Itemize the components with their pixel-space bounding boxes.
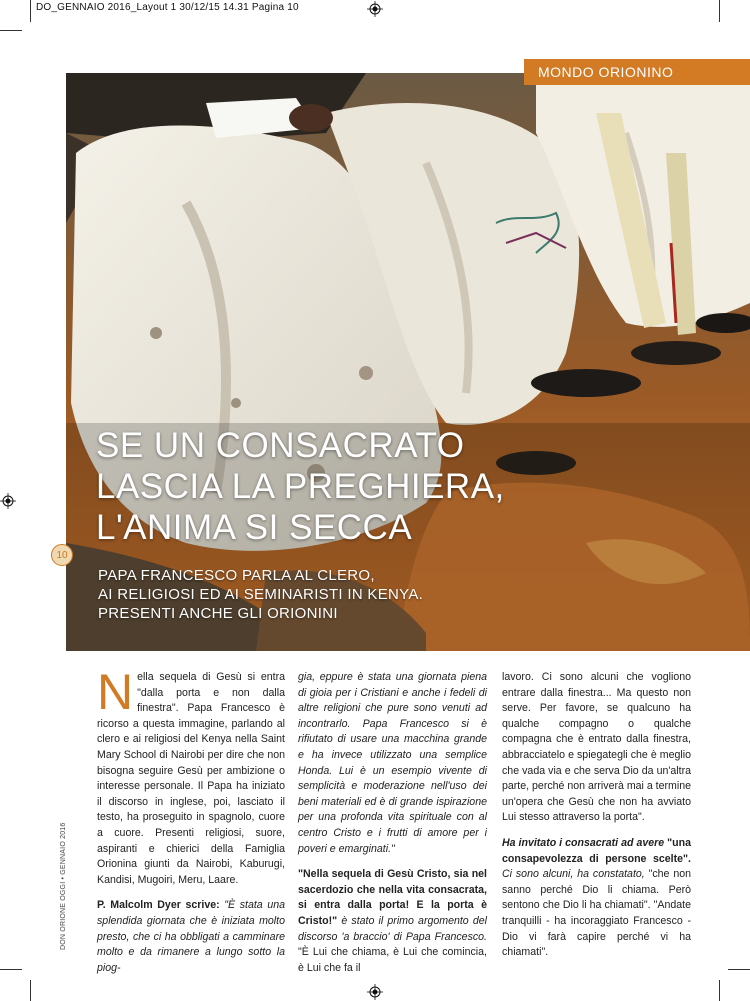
crop-mark — [0, 30, 22, 31]
paragraph — [502, 836, 691, 961]
paragraph-text: "È Lui che chiama, è Lui che comincia, è Lui che fa il — [298, 946, 487, 974]
printer-slug: DO_GENNAIO 2016_Layout 1 30/12/15 14.31 Pagina 10 — [36, 2, 299, 13]
registration-mark-icon — [0, 493, 16, 509]
registration-mark-icon — [367, 1, 383, 17]
article-column-2 — [298, 670, 487, 976]
hero-photo-illustration — [66, 73, 750, 651]
section-tag: MONDO ORIONINO — [524, 59, 750, 85]
crop-mark — [728, 969, 750, 970]
paragraph: gia, eppure è stata una giornata piena di gioia per i Cristiani e anche i fedeli di altre religioni che pure sono venuti ad incontrarlo. Papa Francesco si è rifiutato di usare una macchina grande e ha invece utilizzato una semplice Honda. Lui è un esempio vivente di semplicità e moderazione nell'uso dei beni materiali ed è di grande ispirazione per una profonda vita spirituale con al centro Cristo e i frutti di amore per i poveri e emarginati." — [298, 671, 487, 855]
paragraph-bold: "Nella sequela di Gesù Cristo, sia nel sacerdozio che nella vita consacrata, si entra dalla porta! E la porta è Cristo!" — [298, 868, 487, 927]
paragraph — [298, 867, 487, 976]
crop-mark — [30, 0, 31, 22]
paragraph-italic: è stato il primo argomento del discorso 'a braccio' di Papa Francesco. — [298, 914, 487, 943]
paragraph: lavoro. Ci sono alcuni che vogliono entrare dalla finestra... Ma questo non serve. Per favore, se qualcuno ha qualche compagno o qualche compagna che è entrato dalla finestra, abbracciatelo e spiegategli che è meglio che vada via e che serva Dio da un'altra parte, perché non arriverà mai a termine un'opera che Gesù che non ha avviato Lui stesso attraverso la porta". — [502, 671, 692, 824]
article-column-1 — [97, 664, 285, 976]
paragraph-text: "che non sanno perché Dio li chiama. Però sentono che Dio li ha chiamati". "Andate tranquilli - ha incoraggiato Francesco - Dio vi farà capire perché vi ha chiamati". — [502, 868, 692, 959]
subtitle-line: PRESENTI ANCHE GLI ORIONINI — [98, 605, 338, 622]
paragraph-bold: "una consapevolezza di persone scelte". — [502, 836, 691, 865]
headline-line: LASCIA LA PREGHIERA, — [96, 467, 505, 506]
paragraph — [97, 898, 285, 976]
paragraph-text: ella sequela di Gesù si entra "dalla porta e non dalla finestra". Papa Francesco è ricorso a questa immagine, parlando al clero e ai religiosi del Kenya nella Saint Mary School di Nairobi per dire che non bisogna seguire Gesù per ambizione o interesse personale. Il Papa ha iniziato il discorso in inglese, poi, lasciato il testo, ha proseguito in spagnolo, cuore a cuore. Presenti religiosi, suore, aspiranti e chierici della Famiglia Orionina giunti da Nairobi, Kaburugi, Kandisi, Mugoiri, Meru, Laare. — [97, 671, 285, 886]
paragraph-lead: P. Malcolm Dyer scrive: — [97, 899, 220, 912]
paragraph-lead: Ha invitato i consacrati ad avere — [502, 836, 665, 849]
hero-photo — [66, 73, 750, 651]
paragraph-quote: "È stata una splendida giornata che è iniziata molto presto, che ci ha obbligati a camminare molto e da rimanere a lungo sotto la piog- — [97, 899, 285, 974]
subtitle-line: AI RELIGIOSI ED AI SEMINARISTI IN KENYA. — [98, 586, 424, 603]
article-headline — [96, 425, 656, 548]
headline-line: L'ANIMA SI SECCA — [96, 508, 413, 547]
drop-cap: N — [97, 664, 134, 720]
page-number: 10 — [51, 544, 73, 566]
headline-line: SE UN CONSACRATO — [96, 426, 465, 465]
paragraph — [97, 664, 285, 888]
crop-mark — [719, 0, 720, 22]
subtitle-line: PAPA FRANCESCO PARLA AL CLERO, — [98, 567, 375, 584]
paragraph-italic: Ci sono alcuni, ha constatato, — [502, 868, 645, 881]
registration-mark-icon — [367, 984, 383, 1000]
crop-mark — [30, 980, 31, 1001]
crop-mark — [0, 969, 22, 970]
crop-mark — [719, 980, 720, 1001]
magazine-vertical-label: DON ORIONE OGGI • GENNAIO 2016 — [60, 822, 67, 950]
article-subtitle — [98, 566, 598, 623]
article-column-3 — [502, 670, 691, 961]
